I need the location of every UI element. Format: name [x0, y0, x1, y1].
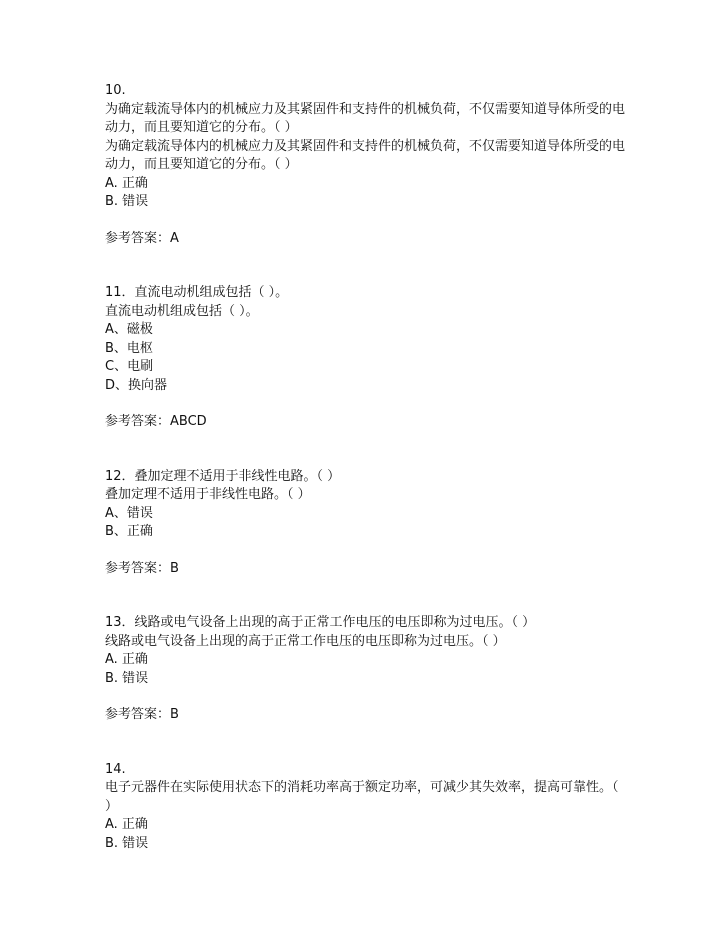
question-stem: 电子元器件在实际使用状态下的消耗功率高于额定功率，可减少其失效率，提高可靠性。（ ） [105, 780, 623, 814]
question-14 [105, 761, 625, 854]
option-d: D、换向器 [105, 377, 168, 393]
question-title: 13．线路或电气设备上出现的高于正常工作电压的电压即称为过电压。（ ） [105, 615, 536, 630]
question-11 [105, 284, 625, 432]
question-stem: 为确定载流导体内的机械应力及其紧固件和支持件的机械负荷，不仅需要知道导体所受的电动力，而且要知道它的分布。（ ） [105, 101, 626, 135]
option-b: B、电枢 [105, 340, 153, 356]
option-b: B. 错误 [105, 670, 149, 686]
question-title: 12．叠加定理不适用于非线性电路。（ ） [105, 468, 341, 484]
reference-answer: 参考答案：B [105, 560, 179, 576]
question-stem-repeat: 为确定载流导体内的机械应力及其紧固件和支持件的机械负荷，不仅需要知道导体所受的电动力，而且要知道它的分布。（ ） [105, 138, 626, 172]
option-b: B. 错误 [105, 835, 149, 851]
option-b: B、正确 [105, 524, 153, 539]
option-a: A、错误 [105, 505, 153, 521]
reference-answer: 参考答案：B [105, 707, 179, 722]
question-number: 10. [105, 83, 126, 98]
question-stem-repeat: 线路或电气设备上出现的高于正常工作电压的电压即称为过电压。（ ） [105, 633, 506, 649]
question-stem-repeat: 叠加定理不适用于非线性电路。（ ） [105, 487, 311, 502]
option-a: A. 正确 [105, 175, 148, 191]
option-b: B. 错误 [105, 194, 149, 209]
reference-answer: 参考答案：ABCD [105, 414, 207, 429]
question-10 [105, 82, 625, 248]
option-a: A. 正确 [105, 817, 148, 832]
option-c: C、电刷 [105, 359, 154, 374]
option-a: A、磁极 [105, 322, 153, 337]
question-13 [105, 614, 625, 725]
question-number: 14. [105, 761, 126, 777]
option-a: A. 正确 [105, 652, 148, 667]
document-page [105, 82, 625, 853]
question-title: 11．直流电动机组成包括（ ）。 [105, 285, 289, 300]
reference-answer: 参考答案：A [105, 230, 179, 246]
question-stem-repeat: 直流电动机组成包括（ ）。 [105, 303, 259, 319]
question-12 [105, 468, 625, 579]
